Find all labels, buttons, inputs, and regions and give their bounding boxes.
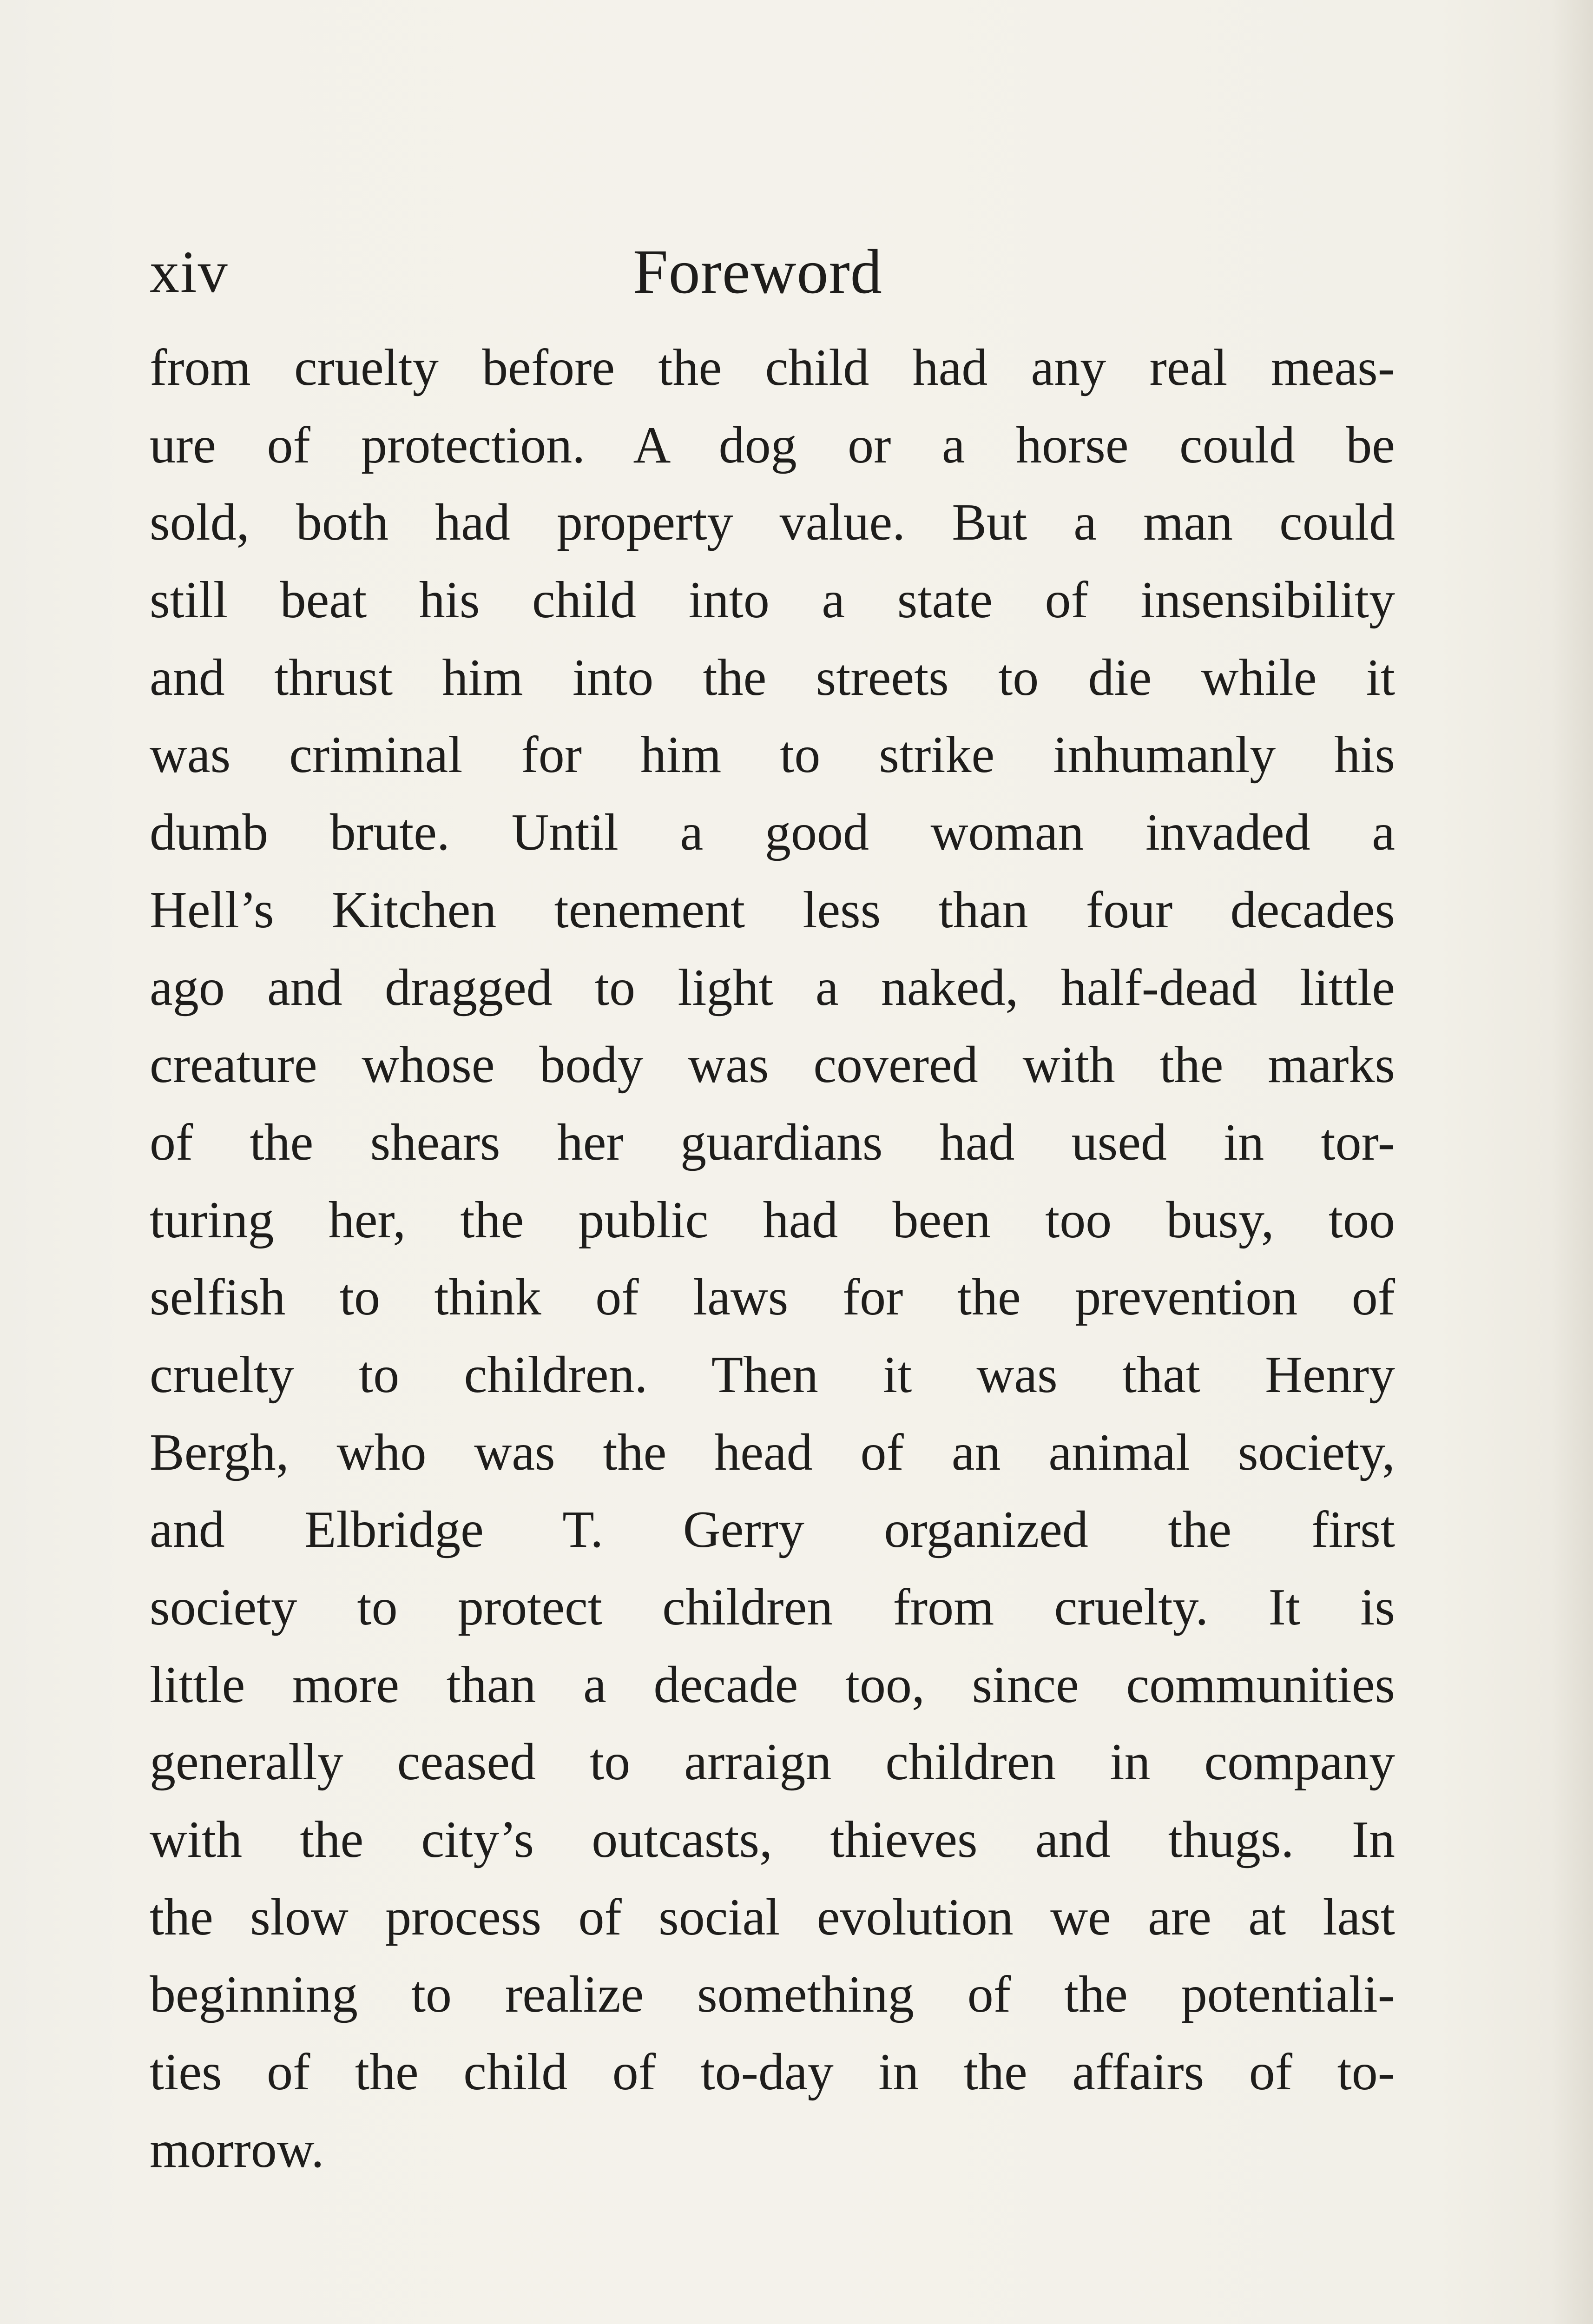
text-line: ago and dragged to light a naked, half-dead little <box>150 958 1395 1017</box>
text-line: with the city’s outcasts, thieves and thugs. In <box>150 1811 1395 1869</box>
page-number: xiv <box>150 239 229 305</box>
text-line: cruelty to children. Then it was that Henry <box>150 1346 1395 1404</box>
text-line: ure of protection. A dog or a horse could be <box>150 416 1395 474</box>
text-line: generally ceased to arraign children in company <box>150 1733 1395 1791</box>
text-line: little more than a decade too, since communities <box>150 1656 1395 1714</box>
text-line: and Elbridge T. Gerry organized the first <box>150 1501 1395 1559</box>
text-line-last: morrow. <box>150 2120 324 2179</box>
text-line: dumb brute. Until a good woman invaded a <box>150 804 1395 862</box>
running-head: Foreword <box>633 237 882 307</box>
text-line: the slow process of social evolution we are at last <box>150 1888 1395 1946</box>
text-line: turing her, the public had been too busy, too <box>150 1191 1395 1249</box>
page-header <box>150 232 1395 311</box>
text-line: ties of the child of to-day in the affairs of to- <box>150 2043 1395 2101</box>
text-line: from cruelty before the child had any real meas- <box>150 339 1395 396</box>
text-line: still beat his child into a state of insensibility <box>150 571 1395 629</box>
text-line: creature whose body was covered with the marks <box>150 1036 1395 1094</box>
text-line: Hell’s Kitchen tenement less than four decades <box>150 881 1395 939</box>
text-line: selfish to think of laws for the prevention of <box>150 1268 1395 1327</box>
text-line: beginning to realize something of the potentiali- <box>150 1966 1395 2024</box>
text-line: of the shears her guardians had used in tor- <box>150 1113 1395 1171</box>
text-line: Bergh, who was the head of an animal society, <box>150 1423 1395 1481</box>
text-line: and thrust him into the streets to die while it <box>150 648 1395 706</box>
text-line: society to protect children from cruelty. It is <box>150 1578 1395 1636</box>
body-text <box>150 329 1395 2189</box>
text-line: was criminal for him to strike inhumanly his <box>150 726 1395 784</box>
page-edge-shadow <box>1551 0 1593 2324</box>
text-line: sold, both had property value. But a man could <box>150 494 1395 552</box>
